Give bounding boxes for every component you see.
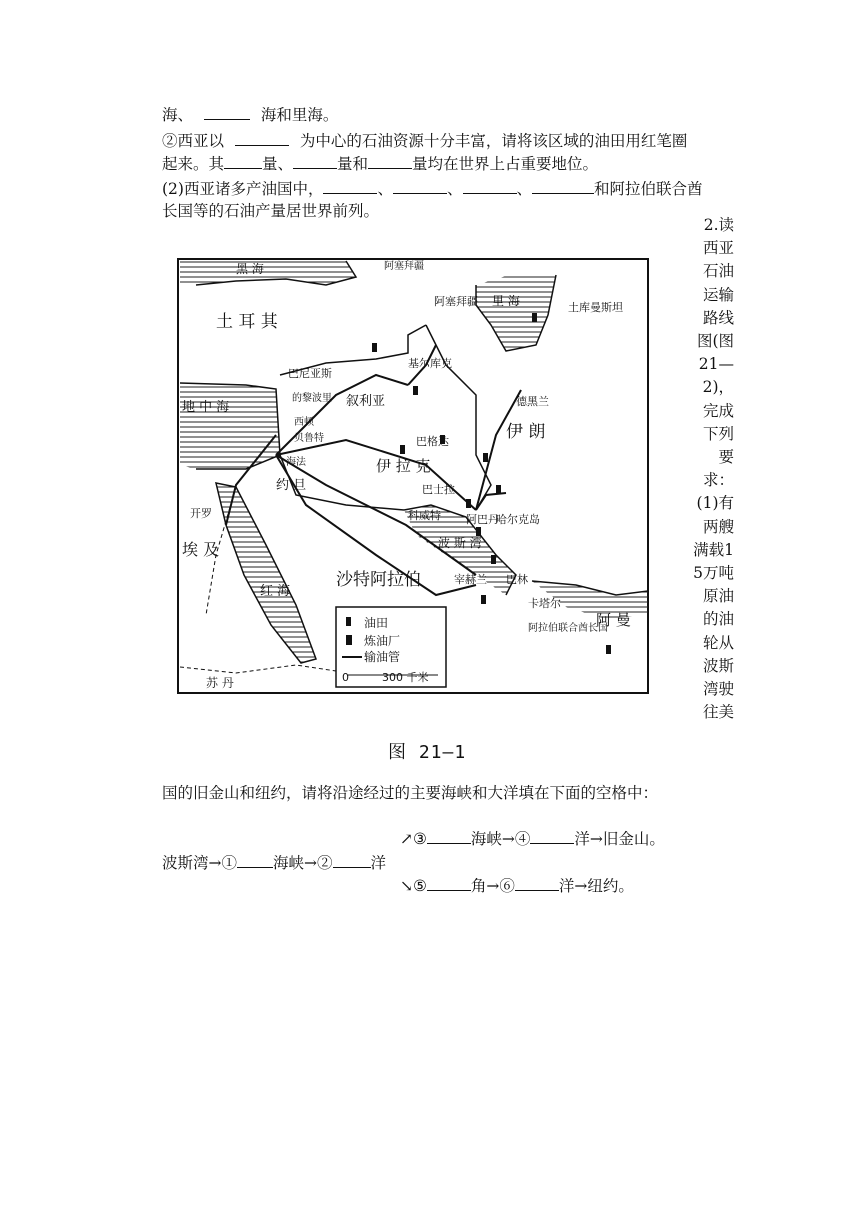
legend-oilfield: 油田 [364, 616, 389, 630]
label-sidon: 西顿 [294, 417, 314, 428]
label-saudi: 沙特阿拉伯 [336, 570, 421, 590]
label-abadan: 阿巴丹 [466, 513, 499, 526]
label-sudan: 苏 丹 [206, 676, 234, 690]
label-turkmenistan: 土库曼斯坦 [568, 301, 623, 314]
label-iran: 伊 朗 [506, 422, 546, 442]
legend-refinery: 炼油厂 [364, 634, 401, 648]
label-black-sea: 黑 海 [236, 262, 264, 276]
label-red-sea: 红 海 [260, 584, 291, 599]
legend-pipeline: 输油管 [364, 650, 401, 664]
route-to-san-francisco: ↗③ 海峡→④ 洋→旧金山。 [400, 827, 665, 849]
blank-amount-2[interactable] [293, 152, 337, 169]
label-kuwait: 科威特 [408, 509, 441, 522]
legend-scale-value: 300 千米 [382, 671, 429, 684]
blank-sea-1[interactable] [204, 103, 250, 120]
label-oman: 阿 曼 [596, 611, 631, 629]
label-beirut: 贝鲁特 [294, 433, 324, 444]
label-syria: 叙利亚 [346, 394, 386, 409]
label-cairo: 开罗 [190, 507, 212, 520]
label-baghdad: 巴格达 [416, 435, 449, 448]
blank-country-1[interactable] [323, 177, 377, 194]
label-tripoli: 的黎波里 [292, 393, 332, 404]
blank-strait-3[interactable] [427, 827, 471, 844]
blank-country-3[interactable] [463, 177, 517, 194]
label-haifa: 海法 [286, 457, 306, 468]
label-turkey: 土 耳 其 [216, 312, 278, 332]
label-azerbaijan: 阿塞拜疆 [384, 261, 424, 272]
label-tabriz: 阿塞拜疆 [434, 295, 478, 308]
route-to-new-york: ↘⑤ 角→⑥ 洋→纽约。 [400, 874, 634, 896]
text-line-1: 海、 海和里海。 [162, 103, 338, 126]
label-qatar: 卡塔尔 [528, 597, 561, 610]
label-kirkuk: 基尔库克 [408, 357, 452, 370]
label-basra: 巴士拉 [422, 483, 455, 496]
label-tehran: 德黑兰 [516, 395, 549, 408]
blank-ocean-4[interactable] [530, 827, 574, 844]
blank-amount-3[interactable] [368, 152, 412, 169]
text-line-5: 长国等的石油产量居世界前列。 [162, 202, 380, 220]
label-kharg: 哈尔克岛 [496, 513, 540, 526]
label-caspian: 里 海 [492, 294, 520, 308]
figure-caption: 图 21—1 [388, 742, 467, 763]
label-jordan: 约 旦 [276, 478, 307, 493]
blank-strait-1[interactable] [237, 851, 273, 868]
text-line-2: ②西亚以 为中心的石油资源十分丰富，请将该区域的油田用红笔圈 [162, 129, 687, 152]
legend-scale-zero: 0 [342, 671, 349, 684]
blank-cape-5[interactable] [427, 874, 471, 891]
text-line-6: 国的旧金山和纽约，请将沿途经过的主要海峡和大洋填在下面的空格中： [162, 784, 659, 802]
map-legend [336, 607, 446, 687]
label-bahrain: 巴林 [506, 573, 528, 586]
label-mediterranean: 地 中 海 [182, 400, 230, 415]
question-2-column: 2.读西亚石油运输路线图(图21—2)，完成下列要求：(1)有两艘满载15万吨原油的油轮从波斯湾驶往美 [693, 216, 734, 722]
blank-amount-1[interactable] [224, 152, 262, 169]
blank-country-4[interactable] [532, 177, 594, 194]
route-main: 波斯湾→① 海峡→② 洋 [162, 851, 386, 873]
blank-country-2[interactable] [393, 177, 447, 194]
label-banias: 巴尼亚斯 [288, 367, 332, 380]
mediterranean-sea [180, 383, 280, 469]
text-line-4: (2)西亚诸多产油国中， 、 、 、 和阿拉伯联合酋 [162, 177, 703, 200]
label-dhahran: 宰赫兰 [454, 573, 487, 586]
text-line-3: 起来。其 量、 量和 量均在世界上占重要地位。 [162, 152, 598, 175]
label-persian-gulf: 波 斯 湾 [438, 536, 482, 550]
west-asia-oil-map [176, 255, 650, 695]
label-uae: 阿拉伯联合酋长国 [528, 623, 608, 634]
blank-ocean-6[interactable] [515, 874, 559, 891]
label-egypt: 埃 及 [182, 540, 220, 559]
blank-ocean-2[interactable] [333, 851, 371, 868]
map-figure [176, 255, 650, 695]
blank-center[interactable] [235, 129, 289, 146]
label-iraq: 伊 拉 克 [376, 457, 431, 475]
